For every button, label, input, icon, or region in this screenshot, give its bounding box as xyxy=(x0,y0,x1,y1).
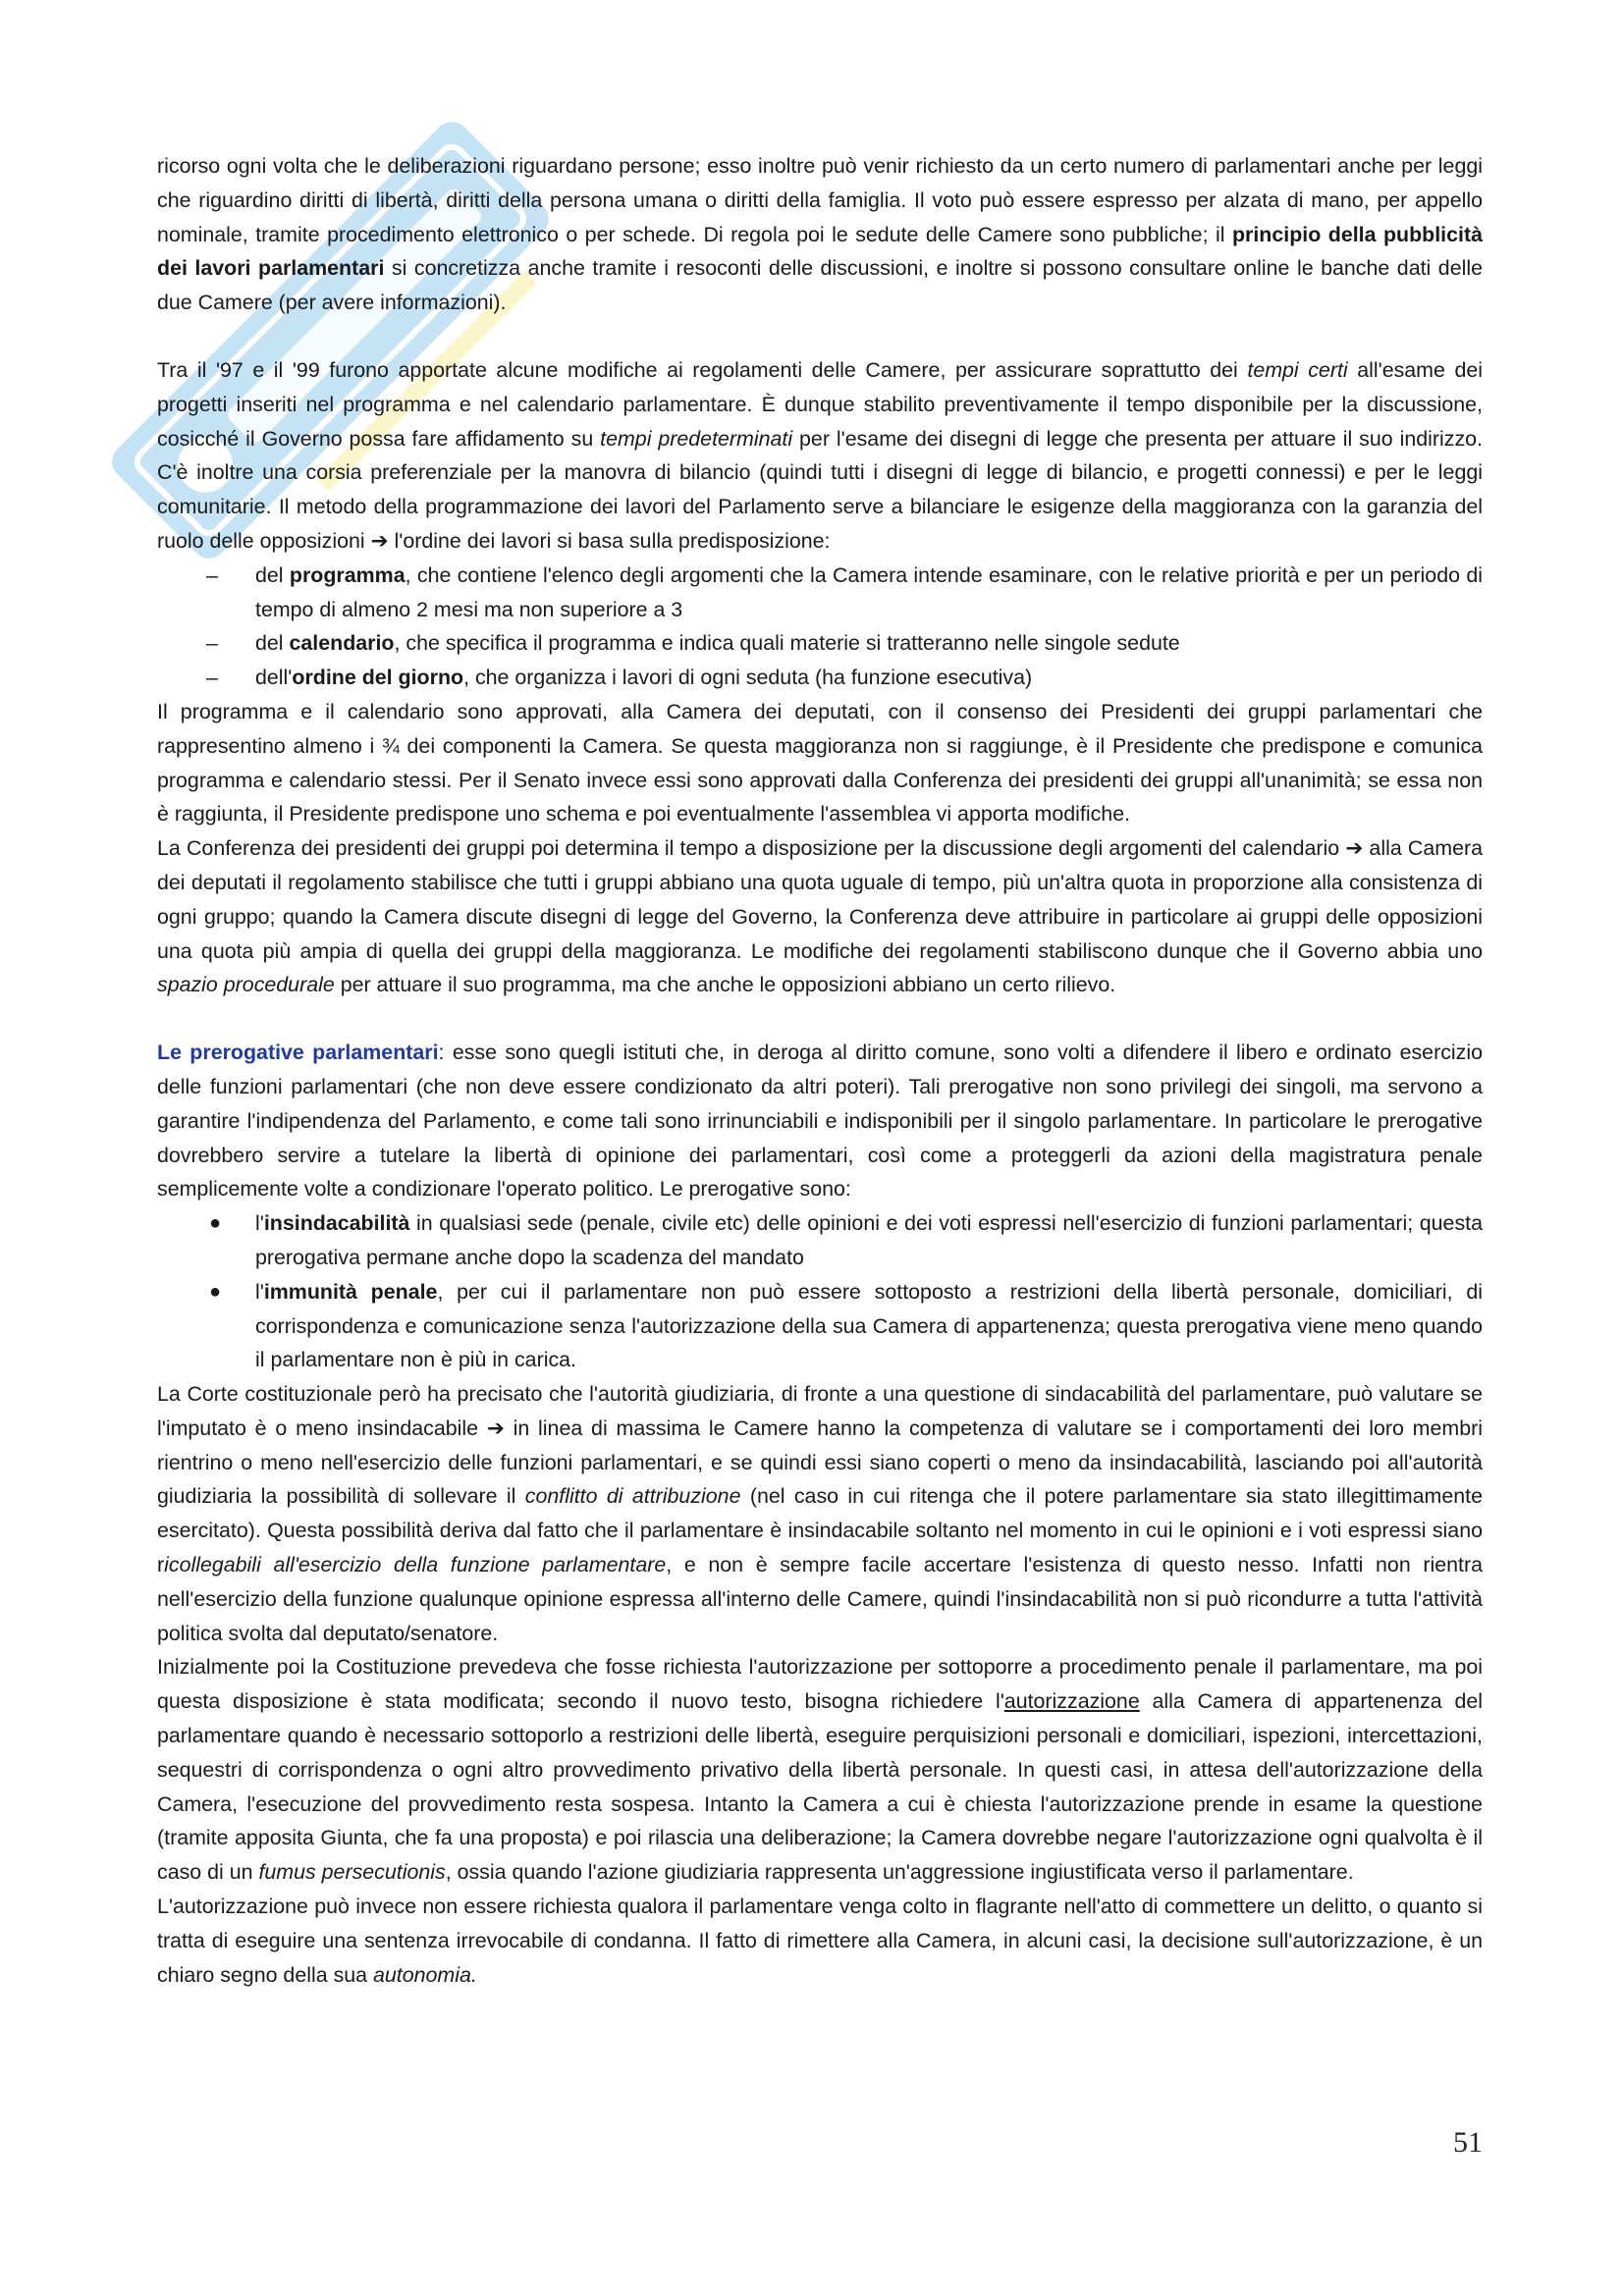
paragraph-conferenza-presidenti: La Conferenza dei presidenti dei gruppi poi determina il tempo a disposizione per la discussione degli argomenti del calendario ➔ alla Camera dei deputati il regolamento stabilisce che tutti i gruppi abbiano una quota uguale di tempo, più un'altra quota in proporzione alla consistenza di ogni gruppo; quando la Camera discute disegni di legge del Governo, la Conferenza deve attribuire in particolare ai gruppi delle opposizioni una quota più ampia di quella dei gruppi della maggioranza. Le modifiche dei regolamenti stabiliscono dunque che il Governo abbia uno spazio procedurale per attuare il suo programma, ma che anche le opposizioni abbiano un certo rilievo. xyxy=(157,836,1483,997)
italic-term: autonomia. xyxy=(373,1962,477,1987)
bullet-marker: ● xyxy=(209,1280,222,1303)
dash-marker: – xyxy=(206,562,218,587)
italic-term: conflitto di attribuzione xyxy=(524,1484,741,1509)
bullet-marker: ● xyxy=(209,1212,222,1235)
paragraph-prerogative: Le prerogative parlamentari: esse sono quegli istituti che, in deroga al diritto comune, sono volti a difendere il libero e ordinato esercizio delle funzioni parlamentari (che non deve essere condizionato da altri poteri). Tali prerogative non sono privilegi dei singoli, ma servono a garantire l'indipendenza del Parlamento, e come tali sono irrinunciabili e indisponibili per il singolo parlamentare. In particolare le prerogative dovrebbero servire a tutelare la libertà di opinione dei parlamentari, così come a proteggerli da azioni della magistratura penale semplicemente volte a condizionare l'operato politico. Le prerogative sono: xyxy=(157,1041,1483,1201)
dash-marker: – xyxy=(206,666,218,690)
paragraph-programma-calendario: Il programma e il calendario sono approvati, alla Camera dei deputati, con il consenso dei Presidenti dei gruppi parlamentari che rappresentino almeno i ¾ dei componenti la Camera. Se questa maggioranza non si raggiunge, è il Presidente che predispone e comunica programma e calendario stessi. Per il Senato invece essi sono approvati dalla Conferenza dei presidenti dei gruppi all'unanimità; se essa non è raggiunta, il Presidente predispone uno schema e poi eventualmente l'assemblea vi apporta modifiche. xyxy=(157,699,1483,827)
list-item: ● l'immunità penale, per cui il parlamentare non può essere sottoposto a restrizioni della libertà personale, domiciliari, di corrispondenza e comunicazione senza l'autorizzazione della sua Camera di appartenenza; questa prerogativa viene meno quando il parlamentare non è più in carica. xyxy=(157,1275,1483,1377)
dash-marker: – xyxy=(206,631,218,656)
italic-term: icollegabili all'esercizio della funzione parlamentare xyxy=(164,1553,667,1577)
paragraph-flagranza: L'autorizzazione può invece non essere richiesta qualora il parlamentare venga colto in flagrante nell'atto di commettere un delitto, o quanto si tratta di eseguire una sentenza irrevocabile di condanna. Il fatto di rimettere alla Camera, in alcuni casi, la decisione sull'autorizzazione, è un chiaro segno della sua autonomia. xyxy=(157,1895,1483,1987)
list-item: – del calendario, che specifica il programma e indica quali materie si tratteranno nelle singole sedute xyxy=(157,626,1483,661)
list-item: ● l'insindacabilità in qualsiasi sede (penale, civile etc) delle opinioni e dei voti espressi nell'esercizio di funzioni parlamentari; questa prerogativa permane anche dopo la scadenza del mandato xyxy=(157,1206,1483,1275)
list-item: – dell'ordine del giorno, che organizza i lavori di ogni seduta (ha funzione esecutiva) xyxy=(157,661,1483,695)
section-heading: Le prerogative parlamentari xyxy=(157,1041,439,1065)
document-body xyxy=(157,149,1483,1992)
page-number: 51 xyxy=(1453,2126,1483,2159)
bold-term: principio della pubblicità dei lavori parlamentari xyxy=(157,222,1483,281)
italic-term: tempi predeterminati xyxy=(600,426,793,451)
paragraph-voto-segreto: ricorso ogni volta che le deliberazioni riguardano persone; esso inoltre può venir richiesto da un certo numero di parlamentari anche per leggi che riguardino diritti di libertà, diritti della persona umana o diritti della famiglia. Il voto può essere espresso per alzata di mano, per appello nominale, tramite procedimento elettronico o per schede. Di regola poi le sedute delle Camere sono pubbliche; il principio della pubblicità dei lavori parlamentari si concretizza anche tramite i resoconti delle discussioni, e inoltre si possono consultare online le banche dati delle due Camere (per avere informazioni). xyxy=(157,154,1483,315)
paragraph-autorizzazione: Inizialmente poi la Costituzione prevedeva che fosse richiesta l'autorizzazione per sottoporre a procedimento penale il parlamentare, ma poi questa disposizione è stata modificata; secondo il nuovo testo, bisogna richiedere l'autorizzazione alla Camera di appartenenza del parlamentare quando è necessario sottoporlo a restrizioni delle libertà, eseguire perquisizioni personali e domiciliari, ispezioni, intercettazioni, sequestri di corrispondenza o ogni altro provvedimento privativo della libertà personale. In questi casi, in attesa dell'autorizzazione della Camera, l'esecuzione del provvedimento resta sospesa. Intanto la Camera a cui è chiesta l'autorizzazione prende in esame la questione (tramite apposita Giunta, che fa una proposta) e poi rilascia una deliberazione; la Camera dovrebbe negare l'autorizzazione ogni qualvolta è il caso di un fumus persecutionis, ossia quando l'azione giudiziaria rappresenta un'aggressione ingiustificata verso il parlamentare. xyxy=(157,1655,1483,1885)
paragraph-riforme-regolamenti: Tra il '97 e il '99 furono apportate alcune modifiche ai regolamenti delle Camere, per assicurare soprattutto dei tempi certi all'esame dei progetti inseriti nel programma e nel calendario parlamentare. È dunque stabilito preventivamente il tempo disponibile per la discussione, cosicché il Governo possa fare affidamento su tempi predeterminati per l'esame dei disegni di legge che presenta per attuare il suo indirizzo. C'è inoltre una corsia preferenziale per la manovra di bilancio (quindi tutti i disegni di legge di bilancio, e progetti connessi) e per le leggi comunitarie. Il metodo della programmazione dei lavori del Parlamento serve a bilanciare le esigenze della maggioranza con la garanzia del ruolo delle opposizioni ➔ l'ordine dei lavori si basa sulla predisposizione: xyxy=(157,357,1483,553)
italic-term: spazio procedurale xyxy=(157,973,335,997)
dash-list xyxy=(157,559,1483,695)
underlined-term: autorizzazione xyxy=(1003,1689,1140,1714)
paragraph-corte-costituzionale: La Corte costituzionale però ha precisato che l'autorità giudiziaria, di fronte a una questione di sindacabilità del parlamentare, può valutare se l'imputato è o meno insindacabile ➔ in linea di massima le Camere hanno la competenza di valutare se i comportamenti dei loro membri rientrino o meno nell'esercizio delle funzioni parlamentari, e se quindi essi siano coperti o meno da insindacabilità, lasciando poi all'autorità giudiziaria la possibilità di sollevare il conflitto di attribuzione (nel caso in cui ritenga che il potere parlamentare sia stato illegittimamente esercitato). Questa possibilità deriva dal fatto che il parlamentare è insindacabile soltanto nel momento in cui le opinioni e i voti espressi siano ricollegabili all'esercizio della funzione parlamentare, e non è sempre facile accertare l'esistenza di questo nesso. Infatti non rientra nell'esercizio della funzione qualunque opinione espressa all'interno delle Camere, quindi l'insindacabilità non si può ricondurre a tutta l'attività politica svolta dal deputato/senatore. xyxy=(157,1382,1483,1645)
italic-term: fumus persecutionis xyxy=(258,1860,446,1885)
bullet-list xyxy=(157,1206,1483,1377)
italic-term: tempi certi xyxy=(1247,357,1348,382)
list-item: – del programma, che contiene l'elenco degli argomenti che la Camera intende esaminare, con le relative priorità e per un periodo di tempo di almeno 2 mesi ma non superiore a 3 xyxy=(157,559,1483,627)
